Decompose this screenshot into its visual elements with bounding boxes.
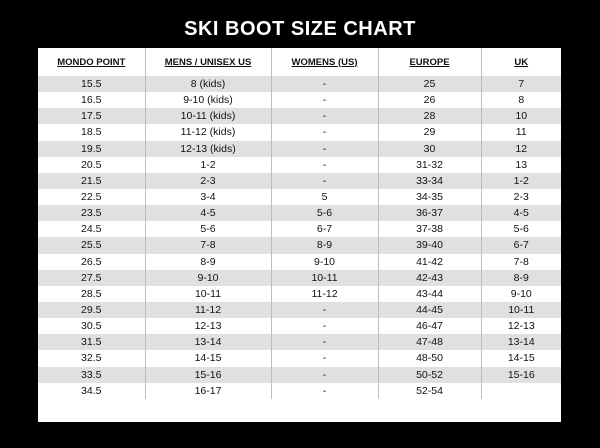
cell-mondo-point: 18.5 (81, 126, 102, 139)
cell-mens-us: 10-11 (kids) (145, 108, 271, 124)
cell-europe: 42-43 (378, 270, 481, 286)
cell-mondo-point: 22.5 (81, 191, 102, 204)
table-row (38, 367, 561, 383)
cell-uk: 9-10 (481, 286, 561, 302)
cell-womens-us: - (271, 76, 378, 92)
cell-uk: 1-2 (481, 173, 561, 189)
cell-mondo-point: 24.5 (81, 223, 102, 236)
cell-uk: 15-16 (481, 367, 561, 383)
cell-uk: 12 (481, 141, 561, 157)
table-row (38, 141, 561, 157)
cell-mens-us: 15-16 (145, 367, 271, 383)
cell-uk: 5-6 (481, 221, 561, 237)
cell-uk: 2-3 (481, 189, 561, 205)
cell-mondo-point: 15.5 (38, 76, 145, 92)
cell-mens-us: 14-15 (145, 350, 271, 366)
table-row (38, 157, 561, 173)
cell-mondo-point: 30.5 (81, 320, 102, 333)
table-row (38, 173, 561, 189)
cell-europe: 29 (378, 124, 481, 140)
cell-mens-us: 12-13 (kids) (145, 141, 271, 157)
cell-uk: 11 (481, 124, 561, 140)
cell-womens-us: 9-10 (271, 254, 378, 270)
table-row (38, 270, 561, 286)
cell-mens-us: 8 (kids) (145, 76, 271, 92)
cell-mondo-point: 29.5 (38, 302, 145, 318)
cell-uk: 13-14 (481, 334, 561, 350)
cell-womens-us: - (271, 318, 378, 334)
cell-womens-us: 10-11 (271, 270, 378, 286)
column-header-uk: UK (481, 48, 561, 76)
column-header-womens-us: WOMENS (US) (271, 48, 378, 76)
cell-mens-us: 7-8 (145, 237, 271, 253)
cell-womens-us: - (271, 302, 378, 318)
cell-mens-us: 11-12 (145, 302, 271, 318)
cell-mens-us: 2-3 (145, 173, 271, 189)
cell-womens-us: - (271, 383, 378, 399)
cell-uk: 4-5 (481, 205, 561, 221)
cell-mens-us: 4-5 (145, 205, 271, 221)
header-row (38, 48, 561, 76)
cell-mens-us: 10-11 (145, 286, 271, 302)
cell-europe: 46-47 (378, 318, 481, 334)
cell-mens-us: 8-9 (145, 254, 271, 270)
column-header-mondo-point: MONDO POINT (57, 56, 126, 68)
cell-womens-us: 5 (271, 189, 378, 205)
cell-womens-us: 5-6 (271, 205, 378, 221)
cell-uk (481, 383, 561, 399)
cell-uk: 6-7 (481, 237, 561, 253)
cell-mens-us: 3-4 (145, 189, 271, 205)
table-row (38, 302, 561, 318)
table-row (38, 124, 561, 140)
cell-mondo-point: 28.5 (81, 287, 102, 300)
cell-uk: 10 (481, 108, 561, 124)
table-row (38, 318, 561, 334)
cell-mondo-point: 20.5 (81, 158, 102, 171)
table-row (38, 189, 561, 205)
table-row (38, 383, 561, 399)
cell-europe: 39-40 (378, 237, 481, 253)
cell-mondo-point: 27.5 (38, 270, 145, 286)
cell-mens-us: 5-6 (145, 221, 271, 237)
cell-womens-us: - (271, 157, 378, 173)
cell-womens-us: - (271, 108, 378, 124)
cell-mens-us: 1-2 (145, 157, 271, 173)
cell-mens-us: 9-10 (145, 270, 271, 286)
cell-womens-us: - (271, 173, 378, 189)
cell-europe: 50-52 (378, 367, 481, 383)
cell-mondo-point: 17.5 (38, 108, 145, 124)
table-row (38, 350, 561, 366)
cell-uk: 13 (481, 157, 561, 173)
table-row (38, 221, 561, 237)
cell-mens-us: 16-17 (145, 383, 271, 399)
cell-mens-us: 13-14 (145, 334, 271, 350)
size-chart-panel (38, 48, 561, 422)
cell-mondo-point: 23.5 (38, 205, 145, 221)
cell-uk: 7 (481, 76, 561, 92)
cell-womens-us: - (271, 92, 378, 108)
cell-mens-us: 12-13 (145, 318, 271, 334)
cell-uk: 8 (481, 92, 561, 108)
cell-womens-us: - (271, 124, 378, 140)
table-row (38, 254, 561, 270)
column-header-mens-us: MENS / UNISEX US (145, 48, 271, 76)
cell-womens-us: 11-12 (271, 286, 378, 302)
cell-mens-us: 11-12 (kids) (145, 124, 271, 140)
cell-europe: 52-54 (378, 383, 481, 399)
table-row (38, 92, 561, 108)
cell-womens-us: - (271, 350, 378, 366)
cell-mondo-point: 21.5 (38, 173, 145, 189)
cell-europe: 41-42 (378, 254, 481, 270)
cell-mondo-point: 33.5 (38, 367, 145, 383)
size-chart-table (38, 48, 561, 399)
cell-mondo-point: 16.5 (81, 94, 102, 107)
cell-europe: 33-34 (378, 173, 481, 189)
cell-europe: 25 (378, 76, 481, 92)
cell-europe: 28 (378, 108, 481, 124)
cell-europe: 37-38 (378, 221, 481, 237)
cell-womens-us: - (271, 141, 378, 157)
page-title: SKI BOOT SIZE CHART (184, 18, 416, 40)
cell-mondo-point: 31.5 (38, 334, 145, 350)
cell-mondo-point: 32.5 (81, 352, 102, 365)
cell-mens-us: 9-10 (kids) (145, 92, 271, 108)
cell-womens-us: - (271, 367, 378, 383)
cell-womens-us: - (271, 334, 378, 350)
cell-mondo-point: 26.5 (81, 255, 102, 268)
table-row (38, 108, 561, 124)
cell-europe: 36-37 (378, 205, 481, 221)
cell-uk: 8-9 (481, 270, 561, 286)
cell-mondo-point: 19.5 (38, 141, 145, 157)
cell-uk: 12-13 (481, 318, 561, 334)
cell-europe: 30 (378, 141, 481, 157)
cell-europe: 26 (378, 92, 481, 108)
cell-mondo-point: 34.5 (81, 384, 102, 397)
cell-uk: 14-15 (481, 350, 561, 366)
cell-uk: 10-11 (481, 302, 561, 318)
cell-europe: 43-44 (378, 286, 481, 302)
column-header-europe: EUROPE (378, 48, 481, 76)
table-row (38, 286, 561, 302)
table-row (38, 334, 561, 350)
cell-womens-us: 8-9 (271, 237, 378, 253)
cell-europe: 48-50 (378, 350, 481, 366)
cell-uk: 7-8 (481, 254, 561, 270)
cell-europe: 44-45 (378, 302, 481, 318)
table-row (38, 205, 561, 221)
cell-europe: 31-32 (378, 157, 481, 173)
table-row (38, 76, 561, 92)
table-row (38, 237, 561, 253)
cell-mondo-point: 25.5 (38, 237, 145, 253)
cell-europe: 34-35 (378, 189, 481, 205)
cell-womens-us: 6-7 (271, 221, 378, 237)
cell-europe: 47-48 (378, 334, 481, 350)
